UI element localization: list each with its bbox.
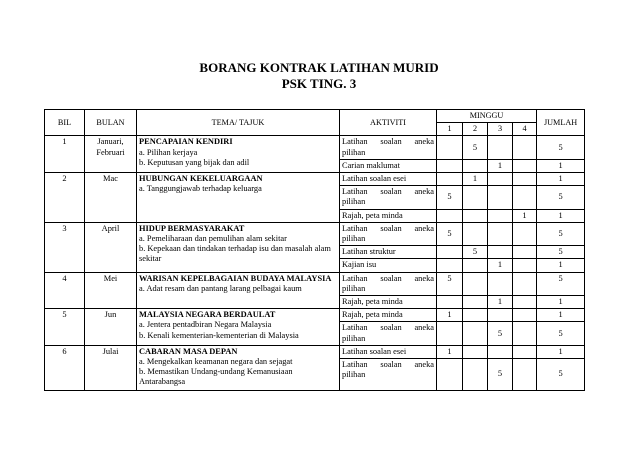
activity-cell: Latihan soalan esei <box>340 345 437 358</box>
bulan-cell: Jun <box>85 309 137 346</box>
tema-item: b. Kepekaan dan tindakan terhadap isu dan masalah alam sekitar <box>139 244 331 264</box>
tema-title: PENCAPAIAN KENDIRI <box>139 137 233 147</box>
bil-cell: 6 <box>45 345 85 390</box>
bulan-cell: April <box>85 222 137 272</box>
form-subtitle: PSK TING. 3 <box>281 76 357 91</box>
table-row <box>45 173 585 186</box>
week-3-cell: 1 <box>488 259 513 272</box>
jumlah-cell: 1 <box>537 309 585 322</box>
jumlah-cell: 5 <box>537 186 585 209</box>
tema-item: a. Tanggungjawab terhadap keluarga <box>139 184 262 194</box>
tema-title: HIDUP BERMASYARAKAT <box>139 223 245 233</box>
week-1-cell: 1 <box>437 345 463 358</box>
bulan-cell: Mac <box>85 173 137 223</box>
header-jumlah: JUMLAH <box>537 110 585 136</box>
jumlah-cell: 5 <box>537 222 585 245</box>
jumlah-cell: 1 <box>537 209 585 222</box>
table-row <box>45 345 585 358</box>
bulan-cell: Mei <box>85 272 137 309</box>
tema-title: MALAYSIA NEGARA BERDAULAT <box>139 310 276 320</box>
jumlah-cell: 1 <box>537 345 585 358</box>
week-3-cell: 5 <box>488 322 513 345</box>
week-2-cell: 5 <box>463 136 488 159</box>
tema-item: a. Pemeliharaan dan pemulihan alam sekitar <box>139 234 287 244</box>
header-week-3: 3 <box>488 123 513 136</box>
tema-cell <box>137 272 340 309</box>
week-3-cell: 5 <box>488 359 513 391</box>
tema-cell <box>137 345 340 390</box>
header-week-2: 2 <box>463 123 488 136</box>
week-3-cell: 1 <box>488 159 513 172</box>
table-row <box>45 222 585 245</box>
header-row <box>45 110 585 123</box>
tema-title: WARISAN KEPELBAGAIAN BUDAYA MALAYSIA <box>139 273 332 283</box>
activity-cell: Latihan soalan aneka pilihan <box>340 136 437 159</box>
activity-cell: Latihan soalan aneka pilihan <box>340 322 437 345</box>
week-1-cell: 1 <box>437 309 463 322</box>
jumlah-cell: 1 <box>537 259 585 272</box>
bulan-cell: Julai <box>85 345 137 390</box>
activity-cell: Latihan struktur <box>340 246 437 259</box>
bil-cell: 2 <box>45 173 85 223</box>
contract-table <box>44 109 585 391</box>
jumlah-cell: 1 <box>537 173 585 186</box>
tema-item: a. Jentera pentadbiran Negara Malaysia <box>139 320 272 330</box>
week-2-cell: 5 <box>463 246 488 259</box>
jumlah-cell: 5 <box>537 359 585 391</box>
tema-item: b. Memastikan Undang-undang Kemanusiaan Antarabangsa <box>139 367 293 387</box>
bil-cell: 4 <box>45 272 85 309</box>
jumlah-cell: 5 <box>537 136 585 159</box>
header-week-4: 4 <box>513 123 537 136</box>
table-row <box>45 272 585 295</box>
tema-cell <box>137 309 340 346</box>
activity-cell: Rajah, peta minda <box>340 209 437 222</box>
tema-item: a. Adat resam dan pantang larang pelbagai kaum <box>139 283 302 293</box>
jumlah-cell: 1 <box>537 296 585 309</box>
activity-cell: Latihan soalan aneka pilihan <box>340 186 437 209</box>
bil-cell: 5 <box>45 309 85 346</box>
jumlah-cell: 5 <box>537 272 585 295</box>
header-aktiviti: AKTIVITI <box>340 110 437 136</box>
table-row <box>45 309 585 322</box>
bulan-cell: Januari, Februari <box>85 136 137 173</box>
week-1-cell: 5 <box>437 186 463 209</box>
tema-title: CABARAN MASA DEPAN <box>139 346 238 356</box>
jumlah-cell: 1 <box>537 159 585 172</box>
week-3-cell: 1 <box>488 296 513 309</box>
week-1-cell: 5 <box>437 222 463 245</box>
bil-cell: 1 <box>45 136 85 173</box>
week-2-cell: 1 <box>463 173 488 186</box>
week-1-cell: 5 <box>437 272 463 295</box>
activity-cell: Latihan soalan aneka pilihan <box>340 222 437 245</box>
tema-cell <box>137 173 340 223</box>
table-row <box>45 136 585 159</box>
tema-cell <box>137 222 340 272</box>
jumlah-cell: 5 <box>537 246 585 259</box>
activity-cell: Kajian isu <box>340 259 437 272</box>
tema-title: HUBUNGAN KEKELUARGAAN <box>139 174 263 184</box>
header-bil: BIL <box>45 110 85 136</box>
activity-cell: Latihan soalan aneka pilihan <box>340 272 437 295</box>
tema-item: b. Keputusan yang bijak dan adil <box>139 157 250 167</box>
tema-cell <box>137 136 340 173</box>
header-tema: TEMA/ TAJUK <box>137 110 340 136</box>
tema-item: a. Pilihan kerjaya <box>139 147 198 157</box>
activity-cell: Rajah, peta minda <box>340 296 437 309</box>
header-minggu: MINGGU <box>437 110 537 123</box>
activity-cell: Rajah, peta minda <box>340 309 437 322</box>
activity-cell: Latihan soalan aneka pilihan <box>340 359 437 391</box>
header-week-1: 1 <box>437 123 463 136</box>
header-bulan: BULAN <box>85 110 137 136</box>
form-title: BORANG KONTRAK LATIHAN MURID <box>199 60 439 75</box>
activity-cell: Latihan soalan esei <box>340 173 437 186</box>
week-4-cell: 1 <box>513 209 537 222</box>
bil-cell: 3 <box>45 222 85 272</box>
jumlah-cell: 5 <box>537 322 585 345</box>
tema-item: a. Mengekalkan keamanan negara dan sejagat <box>139 357 293 367</box>
tema-item: b. Kenali kementerian-kementerian di Malaysia <box>139 330 299 340</box>
activity-cell: Carian maklumat <box>340 159 437 172</box>
